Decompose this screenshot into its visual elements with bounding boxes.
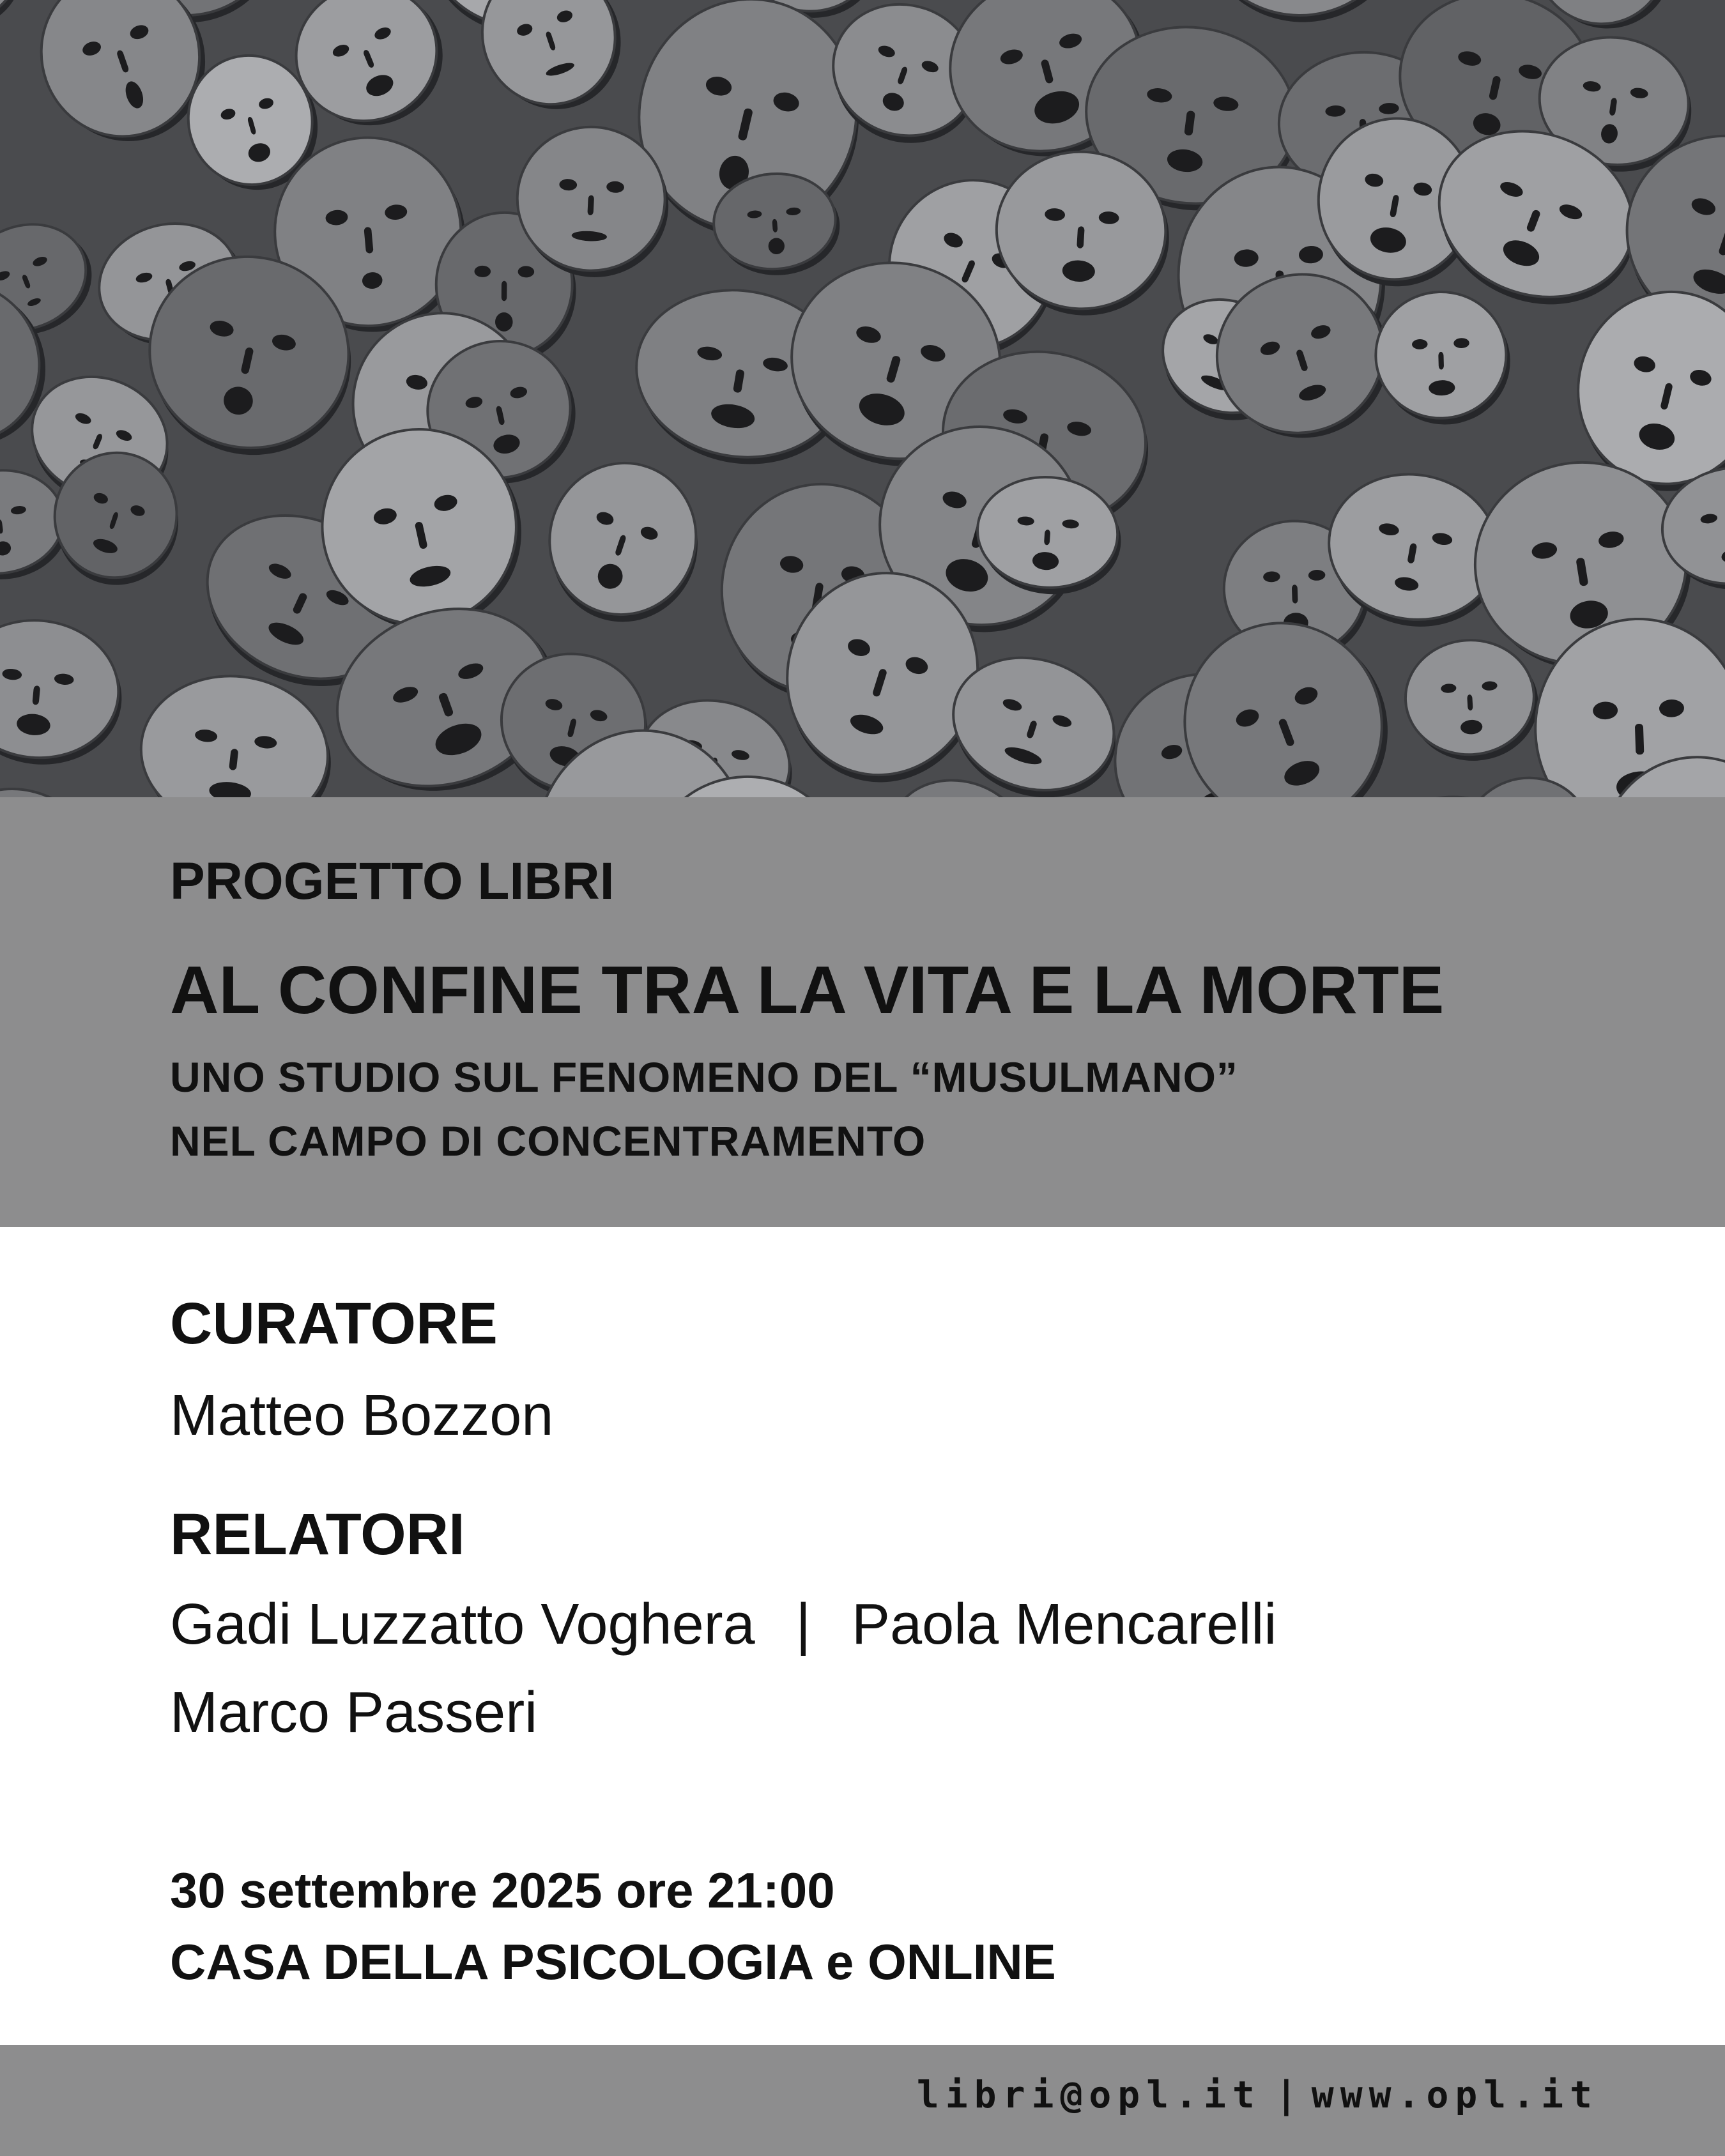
event-subtitle xyxy=(170,1045,1238,1173)
steel-faces-photo xyxy=(0,0,1725,797)
footer-contacts xyxy=(917,2073,1598,2116)
contact-separator: | xyxy=(1275,2073,1298,2116)
contact-website[interactable]: www.opl.it xyxy=(1311,2073,1598,2116)
series-label: PROGETTO LIBRI xyxy=(170,852,615,910)
speaker-separator: | xyxy=(795,1593,811,1656)
hero-photo xyxy=(0,0,1725,797)
speaker-name: Gadi Luzzatto Voghera xyxy=(170,1593,755,1656)
curator-name: Matteo Bozzon xyxy=(170,1384,554,1448)
subtitle-line-1: UNO STUDIO SUL FENOMENO DEL “MUSULMANO” xyxy=(170,1053,1238,1101)
speakers-row-1 xyxy=(170,1592,1276,1658)
curator-label: CURATORE xyxy=(170,1291,498,1356)
event-title: AL CONFINE TRA LA VITA E LA MORTE xyxy=(170,952,1445,1028)
speaker-name: Marco Passeri xyxy=(170,1681,538,1745)
speakers-label: RELATORI xyxy=(170,1502,465,1567)
event-venue: CASA DELLA PSICOLOGIA e ONLINE xyxy=(170,1934,1056,1990)
speakers-row-2 xyxy=(170,1680,537,1746)
speaker-name: Paola Mencarelli xyxy=(852,1593,1277,1656)
subtitle-line-2: NEL CAMPO DI CONCENTRAMENTO xyxy=(170,1117,926,1165)
contact-email[interactable]: libri@opl.it xyxy=(916,2073,1261,2116)
event-datetime: 30 settembre 2025 ore 21:00 xyxy=(170,1862,835,1918)
event-when-where xyxy=(170,1854,1056,1998)
